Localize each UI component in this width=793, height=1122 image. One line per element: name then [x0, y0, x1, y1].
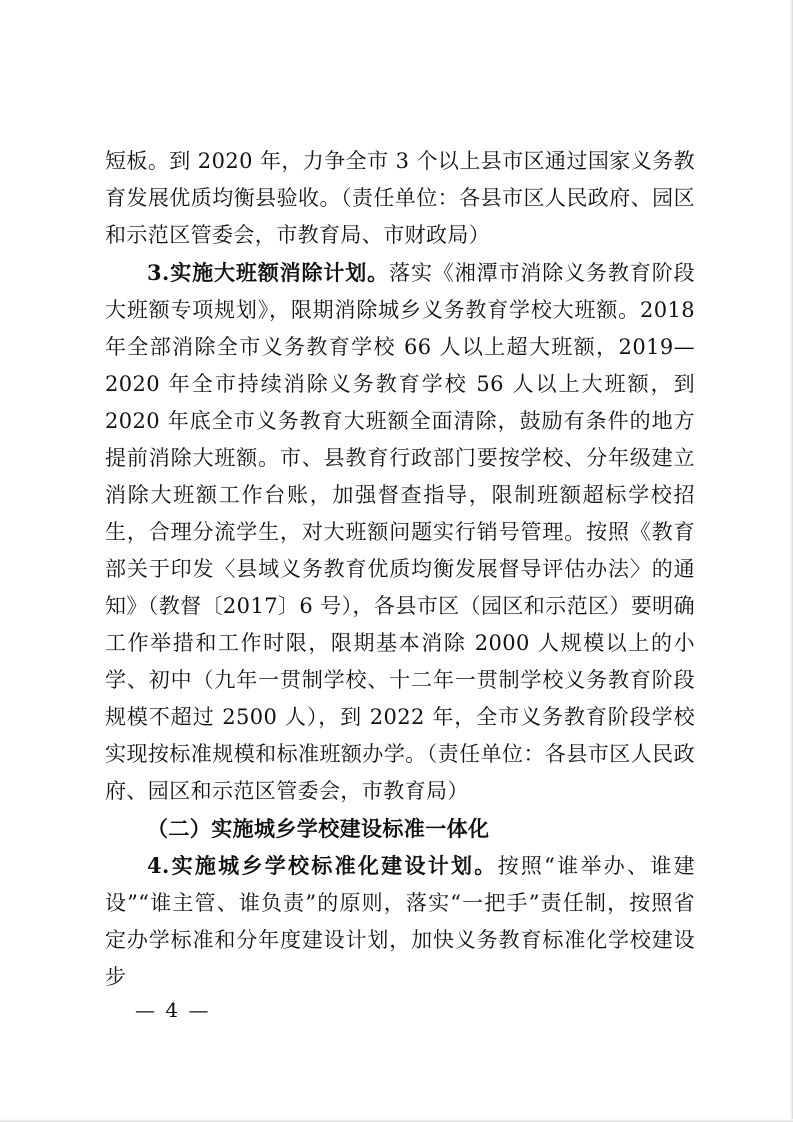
- paragraph-standardization-plan: [105, 847, 695, 996]
- body-text: [105, 143, 695, 996]
- item-3-title: 3.实施大班额消除计划。: [147, 260, 390, 285]
- item-3-body: 落实《湘潭市消除义务教育阶段大班额专项规划》，限期消除城乡义务教育学校大班额。2018 年全部消除全市义务教育学校 66 人以上超大班额，2019—2020 年全市持续消除义务教育学校 56 人以上大班额，到 2020 年底全市义务教育大班额全面清除，鼓励有条件的地方提前消除大班额。市、县教育行政部门要按学校、分年级建立消除大班额工作台账，加强督查指导，限制班额超标学校招生，合理分流学生，对大班额问题实行销号管理。按照《教育部关于印发〈县域义务教育优质均衡发展督导评估办法〉的通知》（教督〔2017〕6 号），各县市区（园区和示范区）要明确工作举措和工作时限，限期基本消除 2000 人规模以上的小学、初中（九年一贯制学校、十二年一贯制学校义务教育阶段规模不超过 2500 人），到 2022 年，全市义务教育阶段学校实现按标准规模和标准班额办学。（责任单位：各县市区人民政府、园区和示范区管委会，市教育局）: [105, 261, 695, 803]
- paragraph-continuation: 短板。到 2020 年，力争全市 3 个以上县市区通过国家义务教育发展优质均衡县验收。（责任单位：各县市区人民政府、园区和示范区管委会，市教育局、市财政局）: [105, 149, 695, 247]
- page-number: — 4 —: [135, 998, 211, 1022]
- item-4-title: 4.实施城乡学校标准化建设计划。: [147, 853, 498, 878]
- section-heading: （二）实施城乡学校建设标准一体化: [147, 816, 490, 841]
- item-4-body: 按照“谁举办、谁建设”“谁主管、谁负责”的原则，落实“一把手”责任制，按照省定办学标准和分年度建设计划，加快义务教育标准化学校建设步: [105, 854, 695, 989]
- paragraph-large-class-plan: [105, 254, 695, 810]
